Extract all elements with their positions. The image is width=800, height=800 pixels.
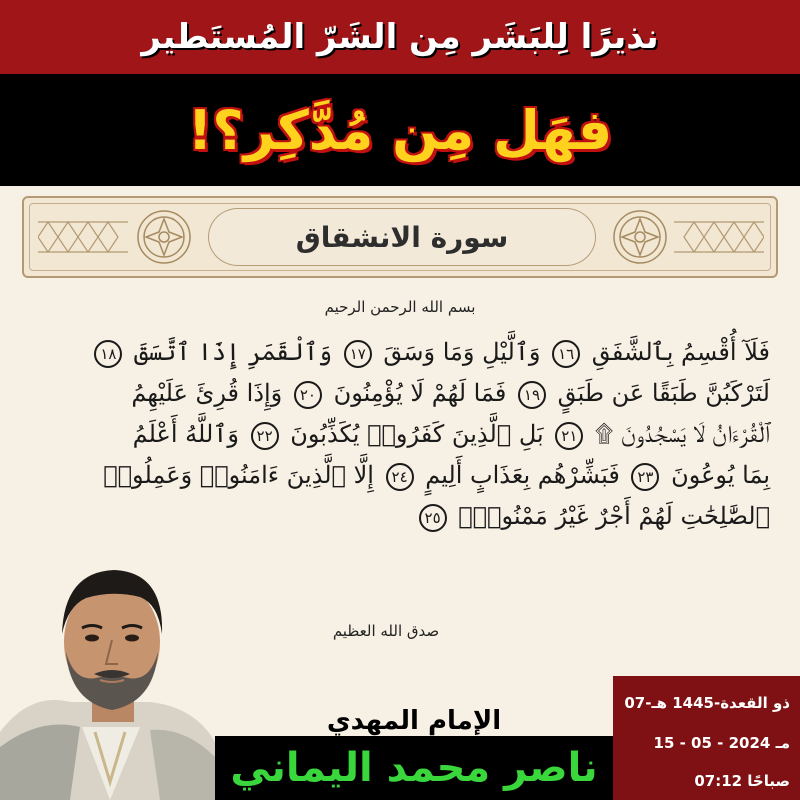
- verse-text: وَٱلْقَمَرِ إِذَا ٱتَّسَقَ: [134, 338, 333, 366]
- top-banner: [0, 0, 800, 74]
- verse-line: [40, 455, 770, 496]
- lattice-ornament-icon: [38, 220, 128, 254]
- question-banner: [0, 74, 800, 186]
- author-name-box: [215, 706, 613, 800]
- verse-text: بِمَا يُوعُونَ: [671, 461, 770, 489]
- verse-text: وَإِذَا قُرِئَ عَلَيْهِمُ: [131, 379, 283, 407]
- surah-title-cartouche: [208, 208, 596, 266]
- surah-title-frame: [22, 196, 778, 278]
- verse-line: [40, 414, 770, 455]
- verse-text: فَبَشِّرْهُم بِعَذَابٍ أَلِيمٍ: [425, 461, 620, 489]
- verse-line: [40, 373, 770, 414]
- verse-number-icon: ٢٠: [294, 381, 322, 409]
- verse-line: [40, 496, 770, 537]
- author-name: ناصر محمد اليماني: [230, 745, 598, 791]
- verse-number-icon: ٢٥: [419, 504, 447, 532]
- verse-number-icon: ٢١: [555, 422, 583, 450]
- hijri-date: 07-ذو القعدة-1445 هـ: [624, 694, 790, 712]
- verse-number-icon: ١٦: [552, 340, 580, 368]
- closing-phrase: صدق الله العظيم: [332, 622, 440, 640]
- verse-text: فَمَا لَهُمْ لَا يُؤْمِنُونَ: [333, 379, 507, 407]
- author-name-strip: [215, 736, 613, 800]
- verse-line: [40, 332, 770, 373]
- verse-text: إِلَّا ٱلَّذِينَ ءَامَنُوا۟ وَعَمِلُوا۟: [103, 461, 374, 489]
- verse-number-icon: ٢٢: [251, 422, 279, 450]
- verse-text: ٱلصَّٰلِحَٰتِ لَهُمْ أَجْرٌ غَيْرُ مَمْنُونٍۭ: [458, 502, 770, 530]
- author-portrait: [0, 542, 215, 800]
- surah-title: سورة الانشقاق: [295, 220, 509, 254]
- author-portrait-image: [0, 542, 215, 800]
- verses-block: [40, 332, 770, 537]
- verse-number-icon: ٢٣: [631, 463, 659, 491]
- warning-line: نذيرًا لِلبَشَر مِن الشَرّ المُستَطير: [141, 17, 659, 57]
- verse-number-icon: ٢٤: [386, 463, 414, 491]
- gregorian-date: 15 - 05 - 2024 مـ: [653, 734, 790, 752]
- verse-text: فَلَآ أُقْسِمُ بِٱلشَّفَقِ: [591, 338, 770, 366]
- verse-text: ٱلْقُرْءَانُ لَا يَسْجُدُونَ ۩: [594, 420, 770, 448]
- verse-text: وَٱلَّيْلِ وَمَا وَسَقَ: [383, 338, 541, 366]
- basmala: بسم الله الرحمن الرحيم: [324, 298, 476, 316]
- rosette-icon: [612, 209, 668, 265]
- verse-number-icon: ١٧: [344, 340, 372, 368]
- verse-number-icon: ١٩: [518, 381, 546, 409]
- verse-text: بَلِ ٱلَّذِينَ كَفَرُوا۟ يُكَذِّبُونَ: [290, 420, 544, 448]
- lattice-ornament-icon: [674, 220, 764, 254]
- author-title: الإمام المهدي: [326, 706, 502, 736]
- verse-text: لَتَرْكَبُنَّ طَبَقًا عَن طَبَقٍ: [557, 379, 770, 407]
- verse-number-icon: ١٨: [94, 340, 122, 368]
- post-date-box: [613, 676, 800, 800]
- post-time: 07:12 صباحًا: [694, 772, 790, 790]
- verse-text: وَٱللَّهُ أَعْلَمُ: [132, 420, 239, 448]
- rosette-icon: [136, 209, 192, 265]
- question-line: فهَل مِن مُدَّكِر؟!: [187, 98, 613, 162]
